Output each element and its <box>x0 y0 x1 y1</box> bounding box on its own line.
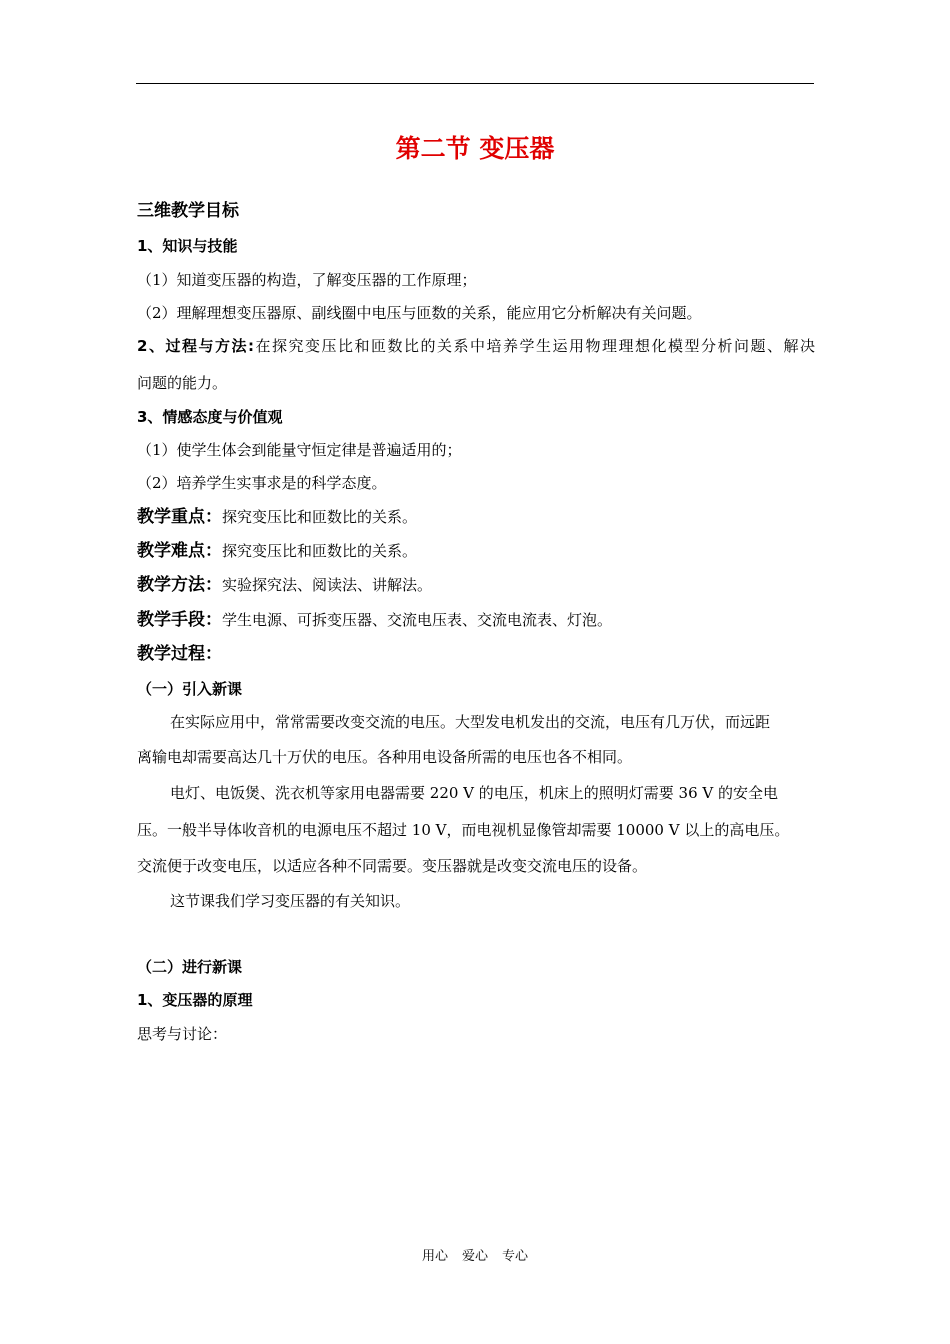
key-point-label: 教学重点： <box>137 507 222 527</box>
method-text: 实验探究法、阅读法、讲解法。 <box>222 576 433 594</box>
knowledge-item-2: （2）理解理想变压器原、副线圈中电压与匝数的关系，能应用它分析解决有关问题。 <box>137 304 702 322</box>
knowledge-item-1: （1）知道变压器的构造，了解变压器的工作原理； <box>137 271 477 289</box>
header-rule <box>136 83 814 84</box>
difficulty-text: 探究变压比和匝数比的关系。 <box>222 542 418 560</box>
para2-line-1: 电灯、电饭煲、洗衣机等家用电器需要 220 V 的电压，机床上的照明灯需要 36 V 的安全电 <box>170 784 778 802</box>
knowledge-heading: 1、知识与技能 <box>137 237 238 255</box>
means-text: 学生电源、可拆变压器、交流电压表、交流电流表、灯泡。 <box>222 611 613 629</box>
process-method-text-2: 问题的能力。 <box>137 374 228 392</box>
principle-heading: 1、变压器的原理 <box>137 991 253 1009</box>
para2-line-2: 压。一般半导体收音机的电源电压不超过 10 V，而电视机显像管却需要 10000 V 以上的高电压。 <box>137 821 790 839</box>
page-title: 第二节 变压器 <box>395 134 555 163</box>
process-method-text-1: 在探究变压比和匝数比的关系中培养学生运用物理理想化模型分析问题、解决 <box>253 337 815 355</box>
intro-heading: （一）引入新课 <box>137 680 243 698</box>
para1-line-2: 离输电却需要高达几十万伏的电压。各种用电设备所需的电压也各不相同。 <box>137 748 633 766</box>
process-method-label: 2、过程与方法: <box>137 337 254 355</box>
method-label: 教学方法： <box>137 575 222 595</box>
process-method-line-1 <box>137 335 815 357</box>
emotion-item-1: （1）使学生体会到能量守恒定律是普遍适用的； <box>137 441 462 459</box>
difficulty-label: 教学难点： <box>137 541 222 561</box>
process-heading: 教学过程： <box>137 644 222 664</box>
para2-line-3: 交流便于改变电压，以适应各种不同需要。变压器就是改变交流电压的设备。 <box>137 857 648 875</box>
para1-line-1: 在实际应用中，常常需要改变交流的电压。大型发电机发出的交流，电压有几万伏，而远距 <box>170 713 771 731</box>
method-row <box>137 574 432 596</box>
page-footer <box>0 1248 950 1266</box>
key-point-row <box>137 506 417 528</box>
para3: 这节课我们学习变压器的有关知识。 <box>170 892 411 910</box>
objectives-heading: 三维教学目标 <box>137 201 239 221</box>
means-label: 教学手段： <box>137 610 222 630</box>
footer-word-1: 用心 <box>421 1249 448 1264</box>
footer-word-3: 专心 <box>502 1249 529 1264</box>
key-point-text: 探究变压比和匝数比的关系。 <box>222 508 418 526</box>
discussion-label: 思考与讨论： <box>137 1025 228 1043</box>
means-row <box>137 609 612 631</box>
new-lesson-heading: （二）进行新课 <box>137 958 243 976</box>
difficulty-row <box>137 540 417 562</box>
emotion-heading: 3、情感态度与价值观 <box>137 408 283 426</box>
emotion-item-2: （2）培养学生实事求是的科学态度。 <box>137 474 387 492</box>
footer-word-2: 爱心 <box>461 1249 488 1264</box>
